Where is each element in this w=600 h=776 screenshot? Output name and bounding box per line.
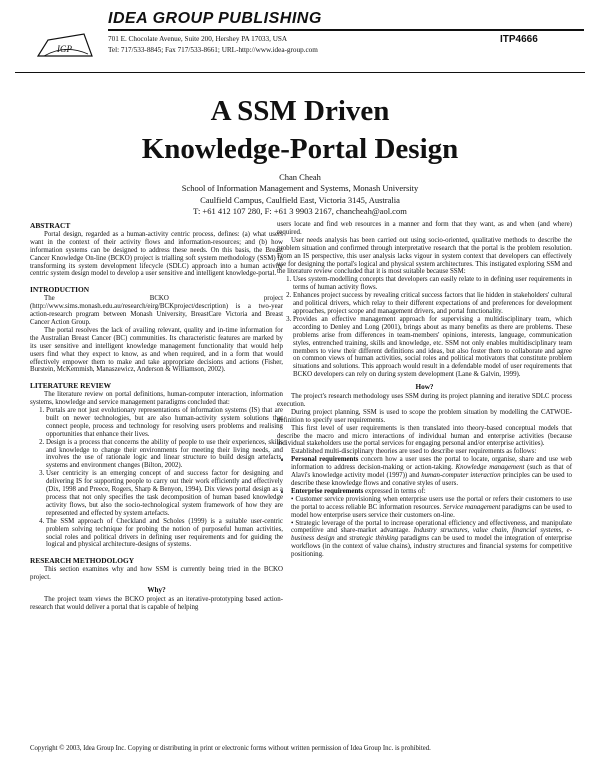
intro-paragraph-2: The portal resolves the lack of availing relevant, quality and in-time information for the Australian Breast Cancer (BC) communities. Its characteristic features are marked by its user sensitive and intelligent knowledge management functionality that would help users find what they expect to know, as and when required, and in a form that would effectively empower them to make and take appropriate decisions and actions (Fisher, Burstein, McKemmish, Manaszewicz, Anderson & Williamson, 2002). xyxy=(30,326,283,374)
why-heading: Why? xyxy=(147,586,166,595)
personal-req-text-3: principles can be used to describe these knowledge flows and conative styles of users. xyxy=(291,472,572,487)
sub-item-text-2: and xyxy=(334,535,350,543)
how-paragraph-1: The project's research methodology uses SSM during its project planning and iterative SDLC process execution. xyxy=(277,393,572,408)
publisher-header xyxy=(0,0,600,72)
personal-req-em: Knowledge management xyxy=(455,464,525,472)
list-item: 3. User centricity is an emerging concept of and success factor for designing and delivering IS for supporting people to carry out their work efficiently and effectively (Dix, 1998 and Preece, Rogers, Sharp & Benyon, 1994). Dix views portal design as a process that not only specifies the task decomposition of human based knowledge activity flows, but also the socio-technological system framework of how they are represented and effected by system artefacts. xyxy=(46,470,283,517)
author-block xyxy=(0,172,600,217)
abstract-text: Portal design, regarded as a human-activity centric process, defines: (a) what users want in the context of their activity flows and information-resources; and (b) how information systems can be designed to address these needs. On this basis, the Breast Cancer Knowledge On-line (BCKO) project is trialling soft system methodology (SSM) in transforming its system development lifecycle (SDLC) approach into a human activity centric system design model to develop a user sensitive and intelligent knowledge-portal. xyxy=(30,230,283,278)
right-column xyxy=(277,221,572,559)
left-column xyxy=(30,222,283,612)
author-name: Chan Cheah xyxy=(279,172,321,182)
sub-item xyxy=(291,496,572,520)
address-line-1: 701 E. Chocolate Avenue, Suite 200, Hershey PA 17033, USA xyxy=(108,35,288,43)
publisher-address xyxy=(108,34,318,56)
methodology-heading: RESEARCH METHODOLOGY xyxy=(30,556,135,566)
header-rule xyxy=(108,29,584,31)
why-text: The project team views the BCKO project as an iterative-prototyping based action-research that would deliver a portal that is capable of helping xyxy=(30,595,283,611)
sub-item-em-2: strategic thinking xyxy=(349,535,399,543)
title-line-2: Knowledge-Portal Design xyxy=(141,133,459,165)
how-paragraph-4: Established multi-disciplinary theories are used to describe user requirements as follows: xyxy=(291,448,537,456)
introduction-heading: INTRODUCTION xyxy=(30,285,90,295)
literature-heading: LITERATURE REVIEW xyxy=(30,381,111,391)
sub-item xyxy=(291,520,572,560)
personal-req-label: Personal requirements xyxy=(291,456,359,464)
sub-item-em: Service management xyxy=(442,503,501,511)
personal-req-text-2: (such as that of Alavi's knowledge activity model (1997)) and xyxy=(291,464,573,480)
author-affiliation: School of Information Management and Systems, Monash University xyxy=(181,183,419,194)
ssm-list xyxy=(277,276,572,379)
list-item: 1. Uses system-modelling concepts that developers can easily relate to in defining user requirements in terms of human activity flows. xyxy=(293,276,572,292)
abstract-heading: ABSTRACT xyxy=(30,221,71,230)
methodology-text: This section examines why and how SSM is currently being tried in the BCKO project. xyxy=(30,566,283,582)
intro-paragraph-1: The BCKO project (http://www.sims.monash.edu.au/research/eirg/BCKproject/description) is a two-year action-research program between Monash University, BreastCare Victoria and Breast Cancer Action Group. xyxy=(30,295,283,326)
title-line-1: A SSM Driven xyxy=(210,95,390,127)
igp-logo xyxy=(30,30,100,62)
how-paragraph-2: During project planning, SSM is used to scope the problem situation by modelling the CATWOE-definition to specify user requirements. xyxy=(277,408,572,424)
header-divider xyxy=(15,72,585,73)
requirements-list xyxy=(277,456,572,559)
literature-intro: The literature review on portal definitions, human-computer interaction, information systems, knowledge and service management paradigms concluded that: xyxy=(30,391,283,407)
list-item: 4. The SSM approach of Checkland and Scholes (1999) is a suitable user-centric problem solving technique for probing the notion of purposeful human activities, social roles and political drivers in defining user requirements and for guiding the logical and physical architecture-designs of systems. xyxy=(46,518,283,550)
list-item: 1. Portals are not just evolutionary representations of information systems (IS) that are built on newer technologies, but are also human-activity system solutions that connect people, process and technology for resolving users problems and realising opportunities that enhance their lives. xyxy=(46,407,283,439)
personal-req-text: concern how a user uses the portal to locate, organise, share and use web information to address decision-making or action-taking. xyxy=(291,456,573,472)
copyright-footer: Copyright © 2003, Idea Group Inc. Copying or distributing in print or electronic forms without written permission of Idea Group Inc. is prohibited. xyxy=(30,745,431,752)
list-item: 3. Provides an effective management approach for supervising a multidisciplinary team, which according to Denley and Long (2001), brings about as many benefits as there are problems. These problems arise from differences in team-members' opinions, interests, language, communication styles, entrenched training, skills and knowledge, etc. SSM not only enables multidisciplinary team members to view their different definitions and ideas, but also foster them to collaborate and agree on common views of human activities, social roles and political motivators that constitute problem situations and solutions. This approach would result in a defendable model of user requirements that BCKO developers can rely on during system development (Lane & Galvin, 1999). xyxy=(293,316,572,379)
how-paragraph-3: This first level of user requirements is then translated into theory-based conceptual models that describe the macro and micro interactions of individual human and enterprise activities (because individual stakeholders use the portal services for engaging personal and/or enterprise activities). xyxy=(277,424,572,448)
document-code: ITP4666 xyxy=(500,34,538,45)
sub-item-text: • Strategic leverage of the portal to increase operational efficiency and effectiveness, and manipulate competitive and share-market advantage. xyxy=(291,519,572,535)
author-contact: T: +61 412 107 280, F: +61 3 9903 2167, chancheah@aol.com xyxy=(193,205,407,216)
list-item: 2. Enhances project success by revealing critical success factors that lie hidden in stakeholders' cultural and political drivers, which relay to their different expectations of and preferences for development approaches, project scope and management drivers, and portal functionality. xyxy=(293,292,572,316)
enterprise-req-text: expressed in terms of: xyxy=(363,487,426,495)
address-line-2: Tel: 717/533-8845; Fax 717/533-8661; URL-http://www.idea-group.com xyxy=(108,46,318,54)
list-item xyxy=(291,456,572,488)
sub-item-text: • Customer service provisioning when enterprise users use the portal or refers their customers to use the portal to access reliable BC information resources. xyxy=(291,495,572,511)
literature-list xyxy=(30,407,283,549)
how-heading: How? xyxy=(415,383,434,392)
author-campus: Caulfield Campus, Caulfield East, Victoria 3145, Australia xyxy=(200,194,400,205)
sub-item-em: Industry structures, value chain, financial systems, e-business design xyxy=(291,527,572,543)
list-item xyxy=(291,488,572,559)
sub-item-text-2: paradigms can be used to model how enterprise users service their customers on-line. xyxy=(291,503,572,519)
enterprise-req-label: Enterprise requirements xyxy=(291,487,364,495)
sub-item-text-3: paradigms can be used to model the integration of enterprise workflows (in the context of value chains), industry structures and financial systems for competitive positioning. xyxy=(291,535,572,559)
needs-paragraph: User needs analysis has been carried out using socio-oriented, qualitative methods to describe the problem situation and confirmed through interpretative research that the portal is the problem resolution. From an IS perspective, this user analysis lacks vigour in system context that developers can effectively use for designing the portal's logical and physical system architectures. This instigated exploring SSM and the literature review concluded that it is most suitable because SSM: xyxy=(277,236,572,276)
logo-text: IGP xyxy=(57,44,72,54)
page-title xyxy=(0,92,600,168)
publisher-name: IDEA GROUP PUBLISHING xyxy=(108,10,322,27)
continued-text: users locate and find web resources in a manner and form that they want, as and when (and where) required. xyxy=(277,221,572,236)
list-item: 2. Design is a process that concerns the ability of people to use their experiences, skills and knowledge to change their environments for meeting their living needs, and involves the use of rationale logic and linear structure to build design artefacts, systems and environment changes (Bilton, 2002). xyxy=(46,439,283,471)
personal-req-em-2: human-computer interaction xyxy=(421,472,501,480)
